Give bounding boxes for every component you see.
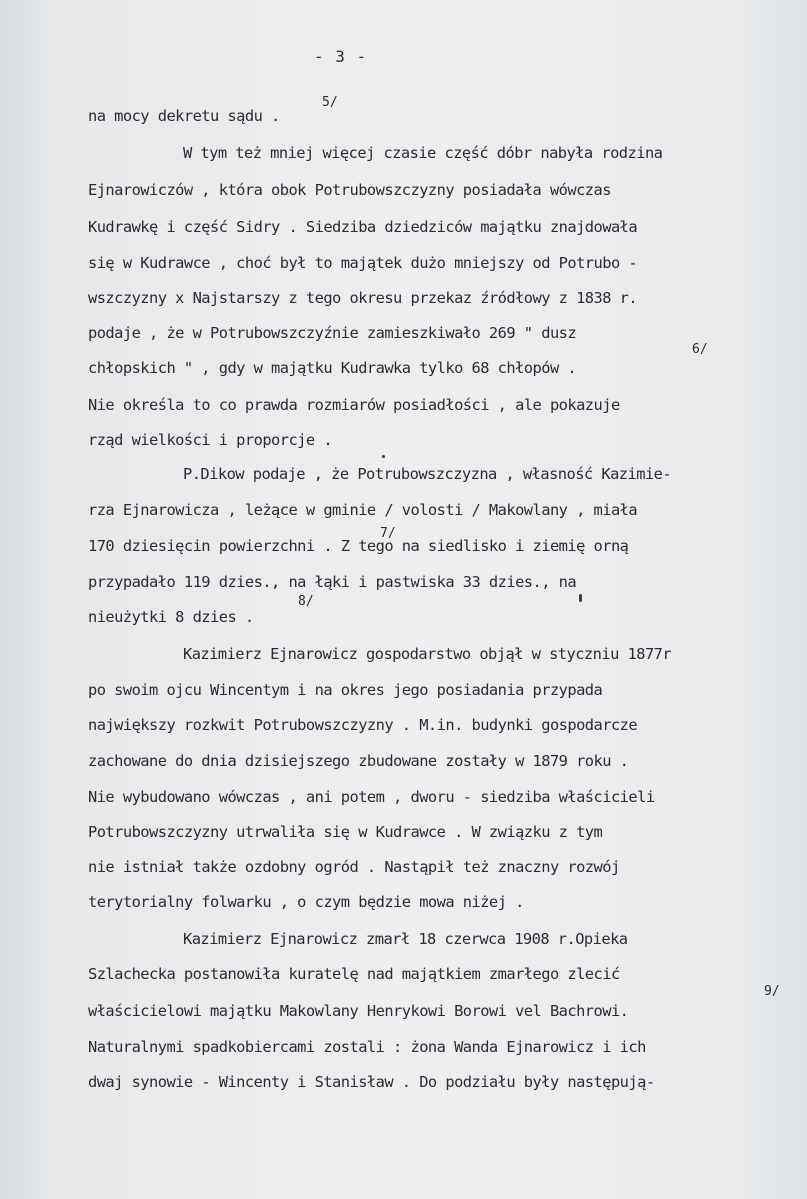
text-line: wszczyzny x Najstarszy z tego okresu przekaz źródłowy z 1838 r. bbox=[88, 289, 638, 307]
text-line: największy rozkwit Potrubowszczyzny . M.in. budynki gospodarcze bbox=[88, 716, 638, 734]
text-line: Naturalnymi spadkobiercami zostali : żona Wanda Ejnarowicz i ich bbox=[88, 1038, 646, 1056]
text-line: nieużytki 8 dzies . bbox=[88, 608, 254, 626]
text-line: W tym też mniej więcej czasie część dóbr nabyła rodzina bbox=[183, 144, 663, 162]
footnote-marker: 9/ bbox=[764, 984, 780, 999]
text-line: Ejnarowiczów , która obok Potrubowszczyzny posiadała wówczas bbox=[88, 181, 611, 199]
footnote-marker: 6/ bbox=[692, 342, 708, 357]
page-number: - 3 - bbox=[314, 47, 368, 66]
text-line: Kazimierz Ejnarowicz zmarł 18 czerwca 1908 r.Opieka bbox=[183, 930, 628, 948]
text-line: Kazimierz Ejnarowicz gospodarstwo objął w styczniu 1877r bbox=[183, 645, 672, 663]
text-line: P.Dikow podaje , że Potrubowszczyzna , własność Kazimie- bbox=[183, 465, 672, 483]
text-line: podaje , że w Potrubowszczyźnie zamieszkiwało 269 " dusz bbox=[88, 324, 577, 342]
text-line: nie istniał także ozdobny ogród . Nastąpił też znaczny rozwój bbox=[88, 858, 620, 876]
footnote-marker: 8/ bbox=[298, 594, 314, 609]
text-line: rząd wielkości i proporcje . bbox=[88, 431, 333, 449]
text-line: chłopskich " , gdy w majątku Kudrawka tylko 68 chłopów . bbox=[88, 359, 577, 377]
text-line: się w Kudrawce , choć był to majątek dużo mniejszy od Potrubo - bbox=[88, 254, 638, 272]
text-line: Nie wybudowano wówczas , ani potem , dworu - siedziba właścicieli bbox=[88, 788, 655, 806]
text-line: Szlachecka postanowiła kuratelę nad majątkiem zmarłego zlecić bbox=[88, 965, 620, 983]
text-line: właścicielowi majątku Makowlany Henrykowi Borowi vel Bachrowi. bbox=[88, 1002, 629, 1020]
text-line: Kudrawkę i część Sidry . Siedziba dziedziców majątku znajdowała bbox=[88, 218, 638, 236]
footnote-marker: 7/ bbox=[380, 526, 396, 541]
text-line: po swoim ojcu Wincentym i na okres jego posiadania przypada bbox=[88, 681, 603, 699]
text-line: na mocy dekretu sądu . bbox=[88, 107, 280, 125]
ink-speck bbox=[382, 455, 385, 458]
text-line: dwaj synowie - Wincenty i Stanisław . Do podziału były następują- bbox=[88, 1073, 655, 1091]
text-line: przypadało 119 dzies., na łąki i pastwiska 33 dzies., na bbox=[88, 573, 577, 591]
text-line: Nie określa to co prawda rozmiarów posiadłości , ale pokazuje bbox=[88, 396, 620, 414]
text-line: 170 dziesięcin powierzchni . Z tego na siedlisko i ziemię orną bbox=[88, 537, 629, 555]
text-line: zachowane do dnia dzisiejszego zbudowane zostały w 1879 roku . bbox=[88, 752, 629, 770]
text-line: rza Ejnarowicza , leżące w gminie / volosti / Makowlany , miała bbox=[88, 501, 638, 519]
footnote-marker: 5/ bbox=[322, 95, 338, 110]
text-line: Potrubowszczyzny utrwaliła się w Kudrawce . W związku z tym bbox=[88, 823, 603, 841]
ink-speck bbox=[579, 594, 582, 602]
text-line: terytorialny folwarku , o czym będzie mowa niżej . bbox=[88, 893, 524, 911]
